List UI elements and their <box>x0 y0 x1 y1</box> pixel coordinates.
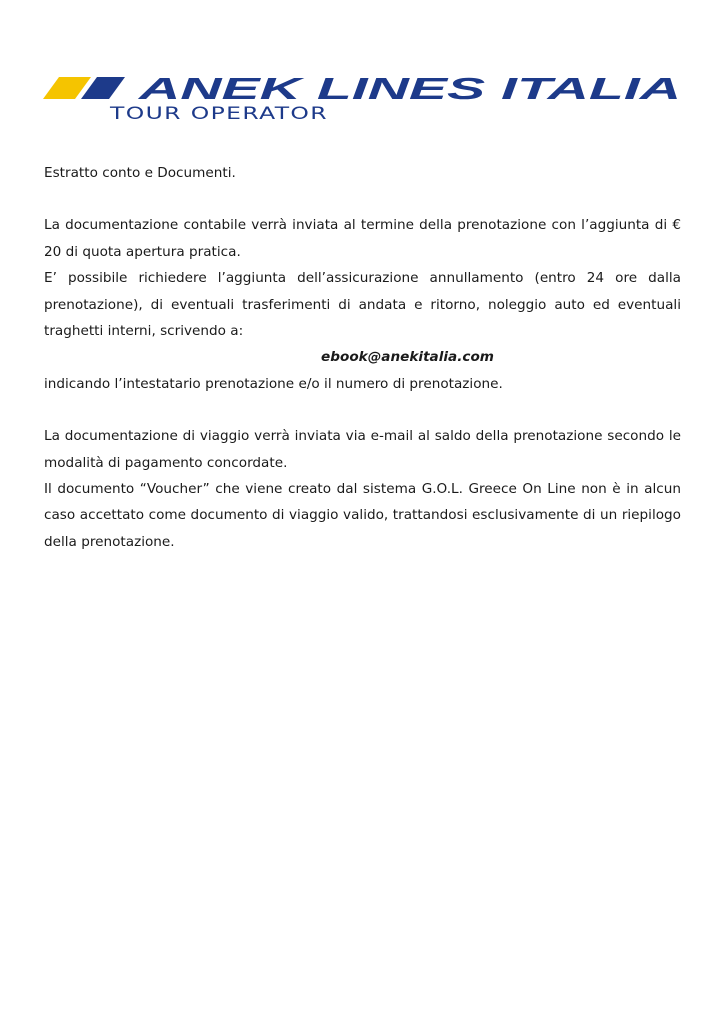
document-title: Estratto conto e Documenti. <box>44 165 236 181</box>
paragraph-holder: indicando l’intestatario prenotazione e/o il numero di prenotazione. <box>44 375 503 392</box>
spacer <box>44 397 681 423</box>
anek-lines-italia-logo <box>43 72 683 128</box>
document-body <box>44 160 681 555</box>
logo-brand-text: ANEK LINES ITALIA <box>137 72 681 106</box>
paragraph-accounting: La documentazione contabile verrà inviata al termine della prenotazione con l’aggiunta di € 20 di quota apertura pratica. <box>44 217 681 260</box>
logo-subtitle-text: TOUR OPERATOR <box>108 104 328 124</box>
email-address: ebook@anekitalia.com <box>321 349 494 366</box>
logo-graphic <box>43 72 683 128</box>
paragraph-insurance: E’ possibile richiedere l’aggiunta dell’assicurazione annullamento (entro 24 ore dalla prenotazione), di eventuali trasferimenti di andata e ritorno, noleggio auto ed eventuali traghetti interni, scrivendo a: <box>44 270 681 340</box>
paragraph-travel-docs: La documentazione di viaggio verrà inviata via e-mail al saldo della prenotazione secondo le modalità di pagamento concordate. <box>44 428 681 471</box>
paragraph-voucher: Il documento “Voucher” che viene creato dal sistema G.O.L. Greece On Line non è in alcun caso accettato come documento di viaggio valido, trattandosi esclusivamente di un riepilogo della prenotazione. <box>44 481 681 550</box>
spacer <box>44 186 681 212</box>
